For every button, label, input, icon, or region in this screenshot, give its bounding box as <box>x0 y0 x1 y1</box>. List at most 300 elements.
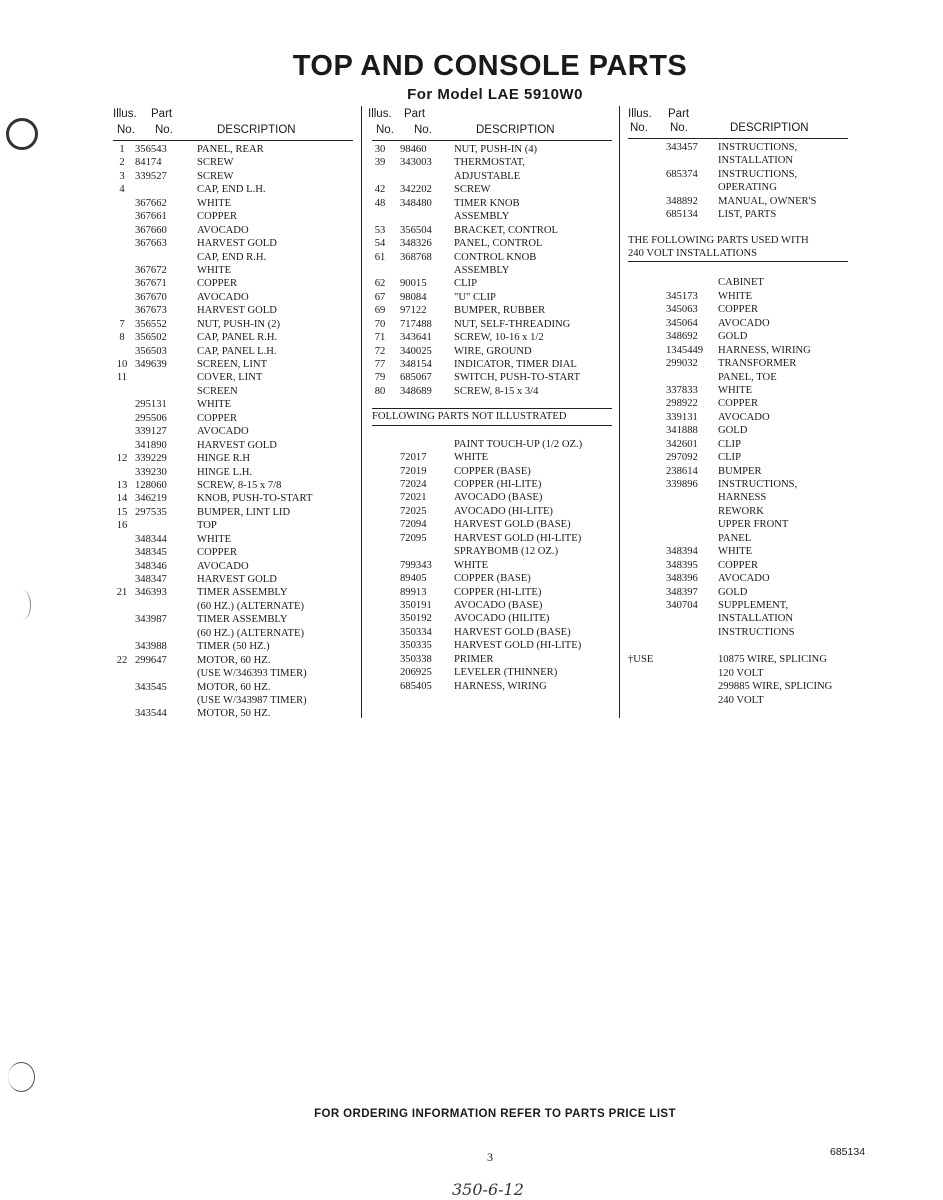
part-row <box>113 371 353 384</box>
part-row <box>628 694 848 707</box>
part-number: 348892 <box>666 195 698 207</box>
part-row <box>372 586 612 599</box>
parts-list-3-use <box>628 653 848 707</box>
part-number: 72024 <box>400 479 427 491</box>
part-number: 356502 <box>135 332 167 344</box>
part-number: 348326 <box>400 238 432 250</box>
part-number: 339896 <box>666 479 698 490</box>
part-description: WHITE <box>197 533 232 545</box>
illus-number: 54 <box>374 238 386 250</box>
part-description: 299885 WIRE, SPLICING <box>718 681 833 693</box>
illus-number: 14 <box>116 493 128 505</box>
part-row <box>372 251 612 264</box>
part-row <box>628 518 848 531</box>
part-row <box>628 208 848 221</box>
part-row <box>113 264 353 277</box>
column-header <box>113 108 353 141</box>
part-row <box>628 465 848 478</box>
part-description: GOLD <box>718 331 748 343</box>
part-description: CLIP <box>718 438 741 450</box>
illus-number: 39 <box>374 157 386 169</box>
part-row <box>372 210 612 223</box>
part-description: LEVELER (THINNER) <box>454 667 558 679</box>
illus-number: †USE <box>628 654 654 666</box>
part-number: 350338 <box>400 653 432 665</box>
part-row <box>113 183 353 196</box>
part-description: HARNESS, WIRING <box>718 344 811 356</box>
part-number: 348344 <box>135 533 167 545</box>
part-description: COPPER (HI-LITE) <box>454 586 542 598</box>
part-description: PRIMER <box>454 653 494 665</box>
part-number: 367661 <box>135 211 167 223</box>
header-part-no: No. <box>414 124 432 136</box>
part-row <box>113 156 353 169</box>
illus-number: 69 <box>374 305 386 317</box>
part-description: GOLD <box>718 586 748 598</box>
part-row <box>372 318 612 331</box>
part-number: 295506 <box>135 412 167 424</box>
part-number: 350191 <box>400 599 432 611</box>
part-description: HARNESS <box>718 492 767 504</box>
column-divider-left <box>361 106 362 718</box>
part-number: 367660 <box>135 224 167 236</box>
part-description: COPPER <box>197 412 238 424</box>
part-number: 339127 <box>135 426 167 438</box>
part-description: CLIP <box>718 452 741 464</box>
part-description: AVOCADO <box>718 317 770 329</box>
part-number: 98084 <box>400 291 427 303</box>
parts-list-2 <box>372 143 612 398</box>
part-description: TIMER KNOB <box>454 197 520 209</box>
illus-number: 72 <box>374 345 386 357</box>
part-number: 206925 <box>400 667 432 679</box>
part-number: 367662 <box>135 197 167 209</box>
part-description: (60 HZ.) (ALTERNATE) <box>197 627 304 639</box>
part-description: NUT, PUSH-IN (2) <box>197 318 281 330</box>
part-row <box>113 331 353 344</box>
part-description: AVOCADO (HI-LITE) <box>454 505 553 517</box>
part-row <box>372 639 612 652</box>
part-row <box>372 626 612 639</box>
part-number: 349639 <box>135 359 167 370</box>
part-description: HARVEST GOLD <box>197 574 277 585</box>
part-number: 343641 <box>400 332 432 344</box>
part-description: CAP, END L.H. <box>197 184 266 196</box>
part-row <box>372 304 612 317</box>
part-number: 348397 <box>666 586 698 598</box>
part-description: SWITCH, PUSH-TO-START <box>454 372 581 384</box>
part-number: 348345 <box>135 547 167 559</box>
document-number: 685134 <box>830 1146 866 1158</box>
part-description: CONTROL KNOB <box>454 251 537 263</box>
part-row <box>113 627 353 640</box>
part-number: 98460 <box>400 144 427 155</box>
illus-number: 70 <box>374 318 386 330</box>
part-row <box>628 168 848 181</box>
part-description: UPPER FRONT <box>718 519 789 531</box>
part-description: AVOCADO (BASE) <box>454 599 543 611</box>
part-description: CAP, END R.H. <box>197 251 267 263</box>
part-row <box>113 237 353 250</box>
part-row <box>372 518 612 531</box>
part-row <box>372 345 612 358</box>
part-description: AVOCADO <box>718 411 770 423</box>
part-description: "U" CLIP <box>454 291 496 303</box>
part-row <box>113 439 353 452</box>
illus-number: 67 <box>374 291 386 303</box>
part-description: BUMPER, LINT LID <box>197 506 291 518</box>
part-description: BUMPER, RUBBER <box>454 305 546 317</box>
part-number: 340704 <box>666 599 698 611</box>
part-row <box>113 560 353 573</box>
part-description: HARVEST GOLD (HI-LITE) <box>454 532 582 544</box>
part-description: INDICATOR, TIMER DIAL <box>454 359 577 370</box>
part-number: 72019 <box>400 465 427 477</box>
part-number: 356543 <box>135 144 167 155</box>
part-number: 72095 <box>400 532 427 544</box>
header-description: DESCRIPTION <box>476 124 555 136</box>
illus-number: 71 <box>374 332 386 344</box>
part-number: 345173 <box>666 290 698 302</box>
part-description: NUT, SELF-THREADING <box>454 318 571 330</box>
header-illus-no: No. <box>117 124 135 136</box>
part-number: 72017 <box>400 452 427 464</box>
part-row <box>372 156 612 169</box>
part-row <box>113 318 353 331</box>
part-row <box>628 532 848 545</box>
part-row <box>628 344 848 357</box>
part-row <box>113 492 353 505</box>
part-number: 343545 <box>135 681 167 693</box>
part-description: MOTOR, 60 HZ. <box>197 681 271 693</box>
part-description: MOTOR, 50 HZ. <box>197 708 271 720</box>
part-row <box>628 411 848 424</box>
part-row <box>113 640 353 653</box>
part-description: MOTOR, 60 HZ. <box>197 654 271 666</box>
part-row <box>628 154 848 167</box>
illus-number: 16 <box>116 520 128 532</box>
part-row <box>372 438 612 451</box>
part-description: CABINET <box>718 277 764 289</box>
part-description: COPPER <box>718 559 759 571</box>
part-description: HINGE L.H. <box>197 466 253 478</box>
part-row <box>628 653 848 666</box>
part-row <box>628 626 848 639</box>
part-number: 348480 <box>400 197 432 209</box>
header-part: Part <box>668 108 690 120</box>
parts-list-2-unillustrated <box>372 438 612 693</box>
part-number: 348689 <box>400 385 432 397</box>
part-number: 348346 <box>135 560 167 572</box>
part-row <box>113 681 353 694</box>
part-row <box>372 224 612 237</box>
part-row <box>113 358 353 371</box>
header-part: Part <box>151 108 173 120</box>
part-row <box>113 533 353 546</box>
part-number: 685374 <box>666 168 698 180</box>
punch-hole-middle <box>14 590 31 620</box>
part-number: 345064 <box>666 317 698 329</box>
part-description: INSTRUCTIONS, <box>718 479 798 490</box>
illus-number: 10 <box>116 359 128 370</box>
part-description: PANEL, REAR <box>197 144 264 155</box>
part-description: 120 VOLT <box>718 667 764 679</box>
part-number: 348347 <box>135 574 167 585</box>
part-row <box>628 680 848 693</box>
handwritten-note: 350-6-12 <box>452 1180 524 1199</box>
part-number: 343988 <box>135 641 167 653</box>
part-description: INSTALLATION <box>718 155 794 167</box>
illus-number: 3 <box>119 170 125 182</box>
part-row <box>372 653 612 666</box>
part-row <box>628 667 848 680</box>
parts-list-1 <box>113 143 353 721</box>
part-row <box>372 612 612 625</box>
illus-number: 15 <box>116 506 128 518</box>
page-number: 3 <box>487 1150 493 1164</box>
part-row <box>628 451 848 464</box>
part-number: 348395 <box>666 559 698 571</box>
part-description: SCREEN, LINT <box>197 359 268 370</box>
part-row <box>372 545 612 558</box>
part-number: 1345449 <box>666 344 704 356</box>
part-description: SCREW, 8-15 x 7/8 <box>197 479 282 491</box>
part-number: 84174 <box>135 157 162 169</box>
part-description: INSTRUCTIONS, <box>718 168 798 180</box>
illus-number: 11 <box>116 372 128 384</box>
part-description: (USE W/343987 TIMER) <box>197 694 307 706</box>
part-description: 10875 WIRE, SPLICING <box>718 654 827 666</box>
part-description: ASSEMBLY <box>454 264 510 276</box>
part-row <box>372 237 612 250</box>
part-description: TIMER ASSEMBLY <box>197 587 288 599</box>
part-number: 346393 <box>135 587 167 599</box>
part-row <box>113 506 353 519</box>
part-row <box>628 438 848 451</box>
part-description: COVER, LINT <box>197 372 263 384</box>
part-number: 89913 <box>400 586 427 598</box>
part-number: 346219 <box>135 493 167 505</box>
part-number: 72021 <box>400 492 427 504</box>
part-row <box>628 599 848 612</box>
part-row <box>113 600 353 613</box>
part-description: WHITE <box>454 559 489 571</box>
header-illus-no: No. <box>630 122 648 134</box>
part-row <box>113 398 353 411</box>
part-number: 350192 <box>400 613 432 625</box>
part-description: WHITE <box>197 264 232 276</box>
illus-number: 12 <box>116 453 128 465</box>
part-description: AVOCADO <box>197 224 249 236</box>
part-row <box>113 586 353 599</box>
part-row <box>372 385 612 398</box>
part-description: WHITE <box>197 197 232 209</box>
part-description: COPPER (BASE) <box>454 465 531 477</box>
part-number: 342202 <box>400 184 432 196</box>
part-description: AVOCADO <box>197 560 249 572</box>
part-number: 299032 <box>666 358 698 370</box>
part-row <box>113 573 353 586</box>
part-number: 339229 <box>135 453 167 465</box>
part-row <box>628 586 848 599</box>
part-number: 356503 <box>135 345 167 357</box>
illus-number: 79 <box>374 372 386 384</box>
parts-list-3-240v <box>628 276 848 639</box>
part-row <box>628 397 848 410</box>
part-row <box>113 385 353 398</box>
column-divider-right <box>619 106 620 718</box>
part-description: WHITE <box>718 290 753 302</box>
part-description: COPPER (BASE) <box>454 573 531 585</box>
part-description: PANEL, TOE <box>718 371 777 383</box>
part-number: 339527 <box>135 170 167 182</box>
part-row <box>113 466 353 479</box>
part-number: 348692 <box>666 331 698 343</box>
illus-number: 53 <box>374 224 386 236</box>
part-number: 356504 <box>400 224 432 236</box>
punch-hole-bottom <box>8 1062 35 1092</box>
part-row <box>628 424 848 437</box>
part-row <box>628 141 848 154</box>
header-illus: Illus. <box>628 108 652 120</box>
illus-number: 4 <box>119 184 125 196</box>
part-description: WHITE <box>718 546 753 558</box>
part-description: (60 HZ.) (ALTERNATE) <box>197 600 304 612</box>
part-description: PANEL <box>718 532 752 544</box>
part-description: SUPPLEMENT, <box>718 599 789 611</box>
part-number: 342601 <box>666 438 698 450</box>
part-description: ADJUSTABLE <box>454 170 521 182</box>
part-row <box>628 330 848 343</box>
part-number: 799343 <box>400 559 432 571</box>
part-description: MANUAL, OWNER'S <box>718 195 817 207</box>
part-number: 367670 <box>135 291 167 303</box>
part-row <box>113 291 353 304</box>
header-description: DESCRIPTION <box>730 122 809 134</box>
part-description: HARVEST GOLD (BASE) <box>454 626 571 638</box>
part-number: 350335 <box>400 640 432 652</box>
header-illus: Illus. <box>368 108 392 120</box>
part-row <box>113 654 353 667</box>
illus-number: 1 <box>119 144 125 155</box>
part-description: TOP <box>197 520 217 532</box>
part-description: COPPER <box>718 398 759 410</box>
part-number: 72025 <box>400 505 427 517</box>
illus-number: 2 <box>119 157 125 169</box>
240v-banner-line2: 240 VOLT INSTALLATIONS <box>628 248 758 260</box>
part-description: AVOCADO (BASE) <box>454 492 543 504</box>
part-description: WIRE, GROUND <box>454 345 532 357</box>
part-description: AVOCADO <box>718 573 770 585</box>
part-number: 345063 <box>666 304 698 316</box>
part-description: AVOCADO (HILITE) <box>454 613 550 625</box>
part-row <box>113 613 353 626</box>
illus-number: 61 <box>374 251 386 263</box>
part-row <box>113 479 353 492</box>
part-description: WHITE <box>718 384 753 396</box>
part-row <box>372 371 612 384</box>
column-header <box>368 108 612 141</box>
part-number: 368768 <box>400 251 432 263</box>
240v-banner-line1: THE FOLLOWING PARTS USED WITH <box>628 234 809 246</box>
illus-number: 8 <box>119 332 125 344</box>
part-description: (USE W/346393 TIMER) <box>197 668 307 680</box>
part-row <box>113 452 353 465</box>
part-row <box>372 331 612 344</box>
part-number: 350334 <box>400 626 432 638</box>
part-row <box>628 478 848 491</box>
part-row <box>113 546 353 559</box>
part-number: 97122 <box>400 305 427 317</box>
illus-number: 62 <box>374 278 386 290</box>
part-description: GOLD <box>718 425 748 437</box>
part-row <box>113 694 353 707</box>
illus-number: 30 <box>374 144 386 155</box>
part-row <box>372 291 612 304</box>
header-illus-no: No. <box>376 124 394 136</box>
part-description: REWORK <box>718 505 764 517</box>
header-part-no: No. <box>670 122 688 134</box>
part-row <box>628 545 848 558</box>
part-number: 337833 <box>666 384 698 396</box>
part-description: TIMER (50 HZ.) <box>197 641 270 653</box>
part-number: 90015 <box>400 278 427 290</box>
part-row <box>628 181 848 194</box>
part-number: 341888 <box>666 425 698 437</box>
part-number: 348396 <box>666 573 698 585</box>
part-description: COPPER <box>197 278 238 290</box>
part-row <box>372 599 612 612</box>
part-row <box>628 290 848 303</box>
part-description: HARVEST GOLD (HI-LITE) <box>454 640 582 652</box>
part-number: 717488 <box>400 318 432 330</box>
part-number: 367673 <box>135 305 167 317</box>
part-row <box>372 680 612 693</box>
part-description: INSTALLATION <box>718 613 794 625</box>
part-number: 367672 <box>135 264 167 276</box>
part-row <box>372 143 612 156</box>
part-number: 348154 <box>400 359 432 370</box>
part-description: PANEL, CONTROL <box>454 238 543 250</box>
part-description: TRANSFORMER <box>718 358 797 370</box>
part-description: SCREW <box>454 184 491 196</box>
part-description: THERMOSTAT, <box>454 157 526 169</box>
part-row <box>372 666 612 679</box>
illus-number: 22 <box>116 654 128 666</box>
part-row <box>113 251 353 264</box>
part-description: AVOCADO <box>197 426 249 438</box>
part-description: AVOCADO <box>197 291 249 303</box>
part-row <box>372 465 612 478</box>
part-number: 340025 <box>400 345 432 357</box>
part-row <box>113 197 353 210</box>
part-row <box>113 425 353 438</box>
ordering-footer: FOR ORDERING INFORMATION REFER TO PARTS PRICE LIST <box>314 1108 676 1120</box>
part-row <box>372 478 612 491</box>
header-part: Part <box>404 108 426 120</box>
part-row <box>113 304 353 317</box>
part-row <box>628 559 848 572</box>
part-number: 341890 <box>135 439 167 451</box>
part-row <box>372 183 612 196</box>
part-row <box>372 572 612 585</box>
part-description: BRACKET, CONTROL <box>454 224 558 236</box>
part-row <box>628 505 848 518</box>
part-number: 356552 <box>135 318 167 330</box>
part-description: HARVEST GOLD <box>197 439 277 451</box>
part-row <box>372 170 612 183</box>
header-illus: Illus. <box>113 108 137 120</box>
